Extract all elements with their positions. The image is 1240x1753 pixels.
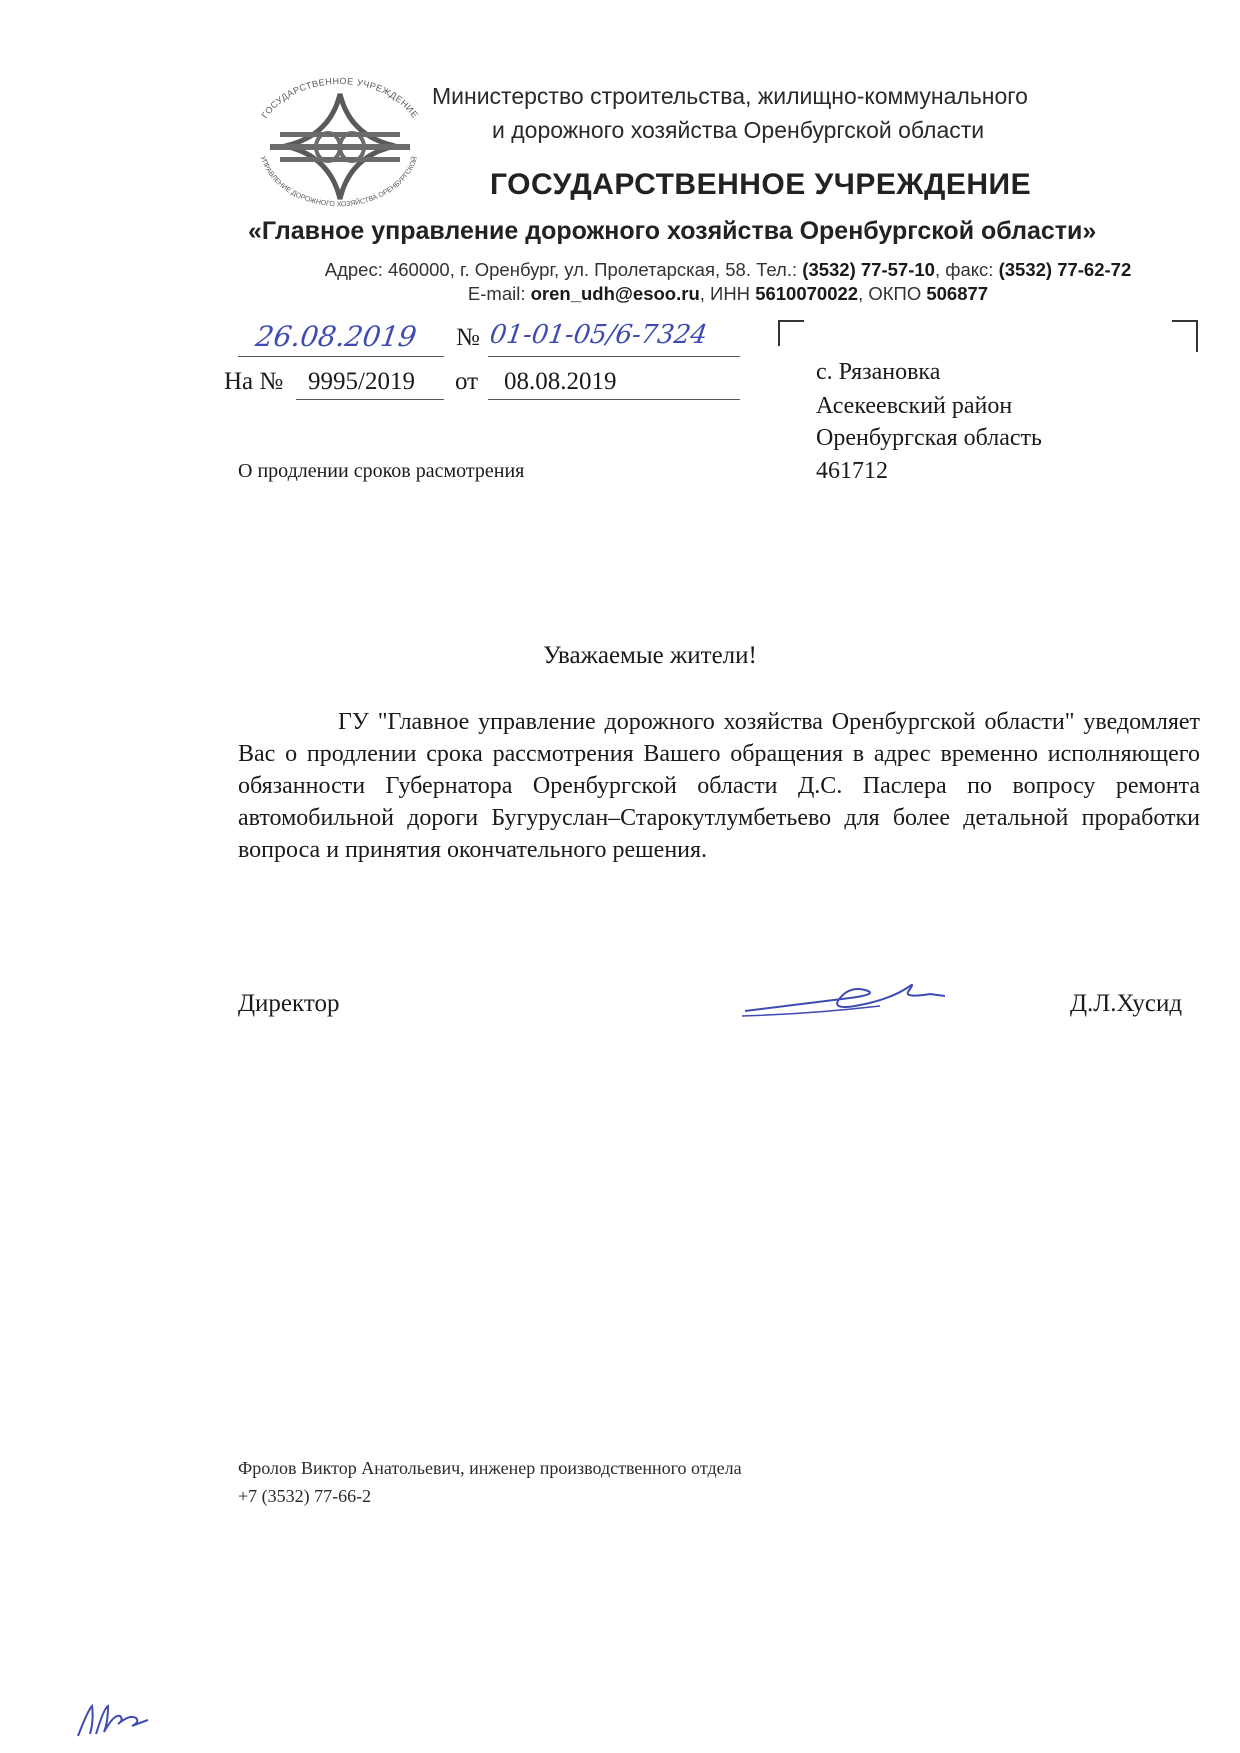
reference-date-label: от [455,368,479,395]
letter-subject: О продлении сроков расмотрения [238,460,525,482]
reference-date: 08.08.2019 [504,368,617,395]
handwritten-initials [74,1700,150,1740]
okpo-value: 506877 [926,283,989,304]
organization-logo [240,74,440,224]
recipient-village: с. Рязановка [816,359,941,385]
reference-label: На № [224,368,284,395]
recipient-region: Оренбургская область [816,425,1042,451]
ministry-line-1: Министерство строительства, жилищно-коммунального [432,83,1028,109]
outgoing-date: 26.08.2019 [253,320,419,353]
logo-ring-text-lower: УПРАВЛЕНИЕ ДОРОЖНОГО ХОЗЯЙСТВА ОРЕНБУРГСКОЙ [258,155,420,209]
date-underline [238,356,444,357]
reference-number: 9995/2019 [308,368,415,395]
number-sign: № [456,324,480,351]
letter-body: ГУ "Главное управление дорожного хозяйства Оренбургской области" уведомляет Вас о продлении срока рассмотрения Вашего обращения в адрес временно исполняющего обязанности Губернатора Оренбургской области Д.С. Паслера по вопросу ремонта автомобильной дороги Бугуруслан–Старокутлумбетьево для более детальной проработки вопроса и принятия окончательного решения. [238,709,1200,863]
ministry-line-2: и дорожного хозяйства Оренбургской области [492,117,985,143]
address-text: Адрес: 460000, г. Оренбург, ул. Пролетарская, 58. Тел.: [324,259,798,280]
number-underline [488,356,740,357]
executor-name: Фролов Виктор Анатольевич, инженер производственного отдела [238,1458,742,1478]
reference-date-underline [488,399,740,400]
address-line [248,258,1208,282]
reference-number-underline [296,399,444,400]
okpo-label: , ОКПО [858,283,922,304]
salutation: Уважаемые жители! [543,642,757,669]
email-label: E-mail: [467,283,526,304]
signer-position: Директор [238,990,340,1017]
logo-ring-text: ГОСУДАРСТВЕННОЕ УЧРЕЖДЕНИЕ [259,75,421,121]
institution-title: ГОСУДАРСТВЕННОЕ УЧРЕЖДЕНИЕ [490,168,1032,201]
fax-label: , факс: [934,259,994,280]
inn-label: , ИНН [699,283,751,304]
phone-number: (3532) 77-57-10 [802,259,935,280]
handwritten-signature [740,976,950,1022]
recipient-postcode: 461712 [816,458,888,484]
outgoing-number: 01-01-05/6-7324 [487,320,710,350]
signer-name: Д.Л.Хусид [1070,990,1183,1017]
recipient-corner-right [1172,320,1198,352]
fax-number: (3532) 77-62-72 [998,259,1132,280]
institution-name: «Главное управление дорожного хозяйства Оренбургской области» [248,217,1097,245]
recipient-district: Асекеевский район [816,393,1013,419]
requisites-line [248,282,1208,306]
recipient-corner-left [778,320,804,346]
executor-phone: +7 (3532) 77-66-2 [238,1486,372,1506]
email-link[interactable]: oren_udh@esoo.ru [530,283,700,304]
inn-value: 5610070022 [755,283,859,304]
